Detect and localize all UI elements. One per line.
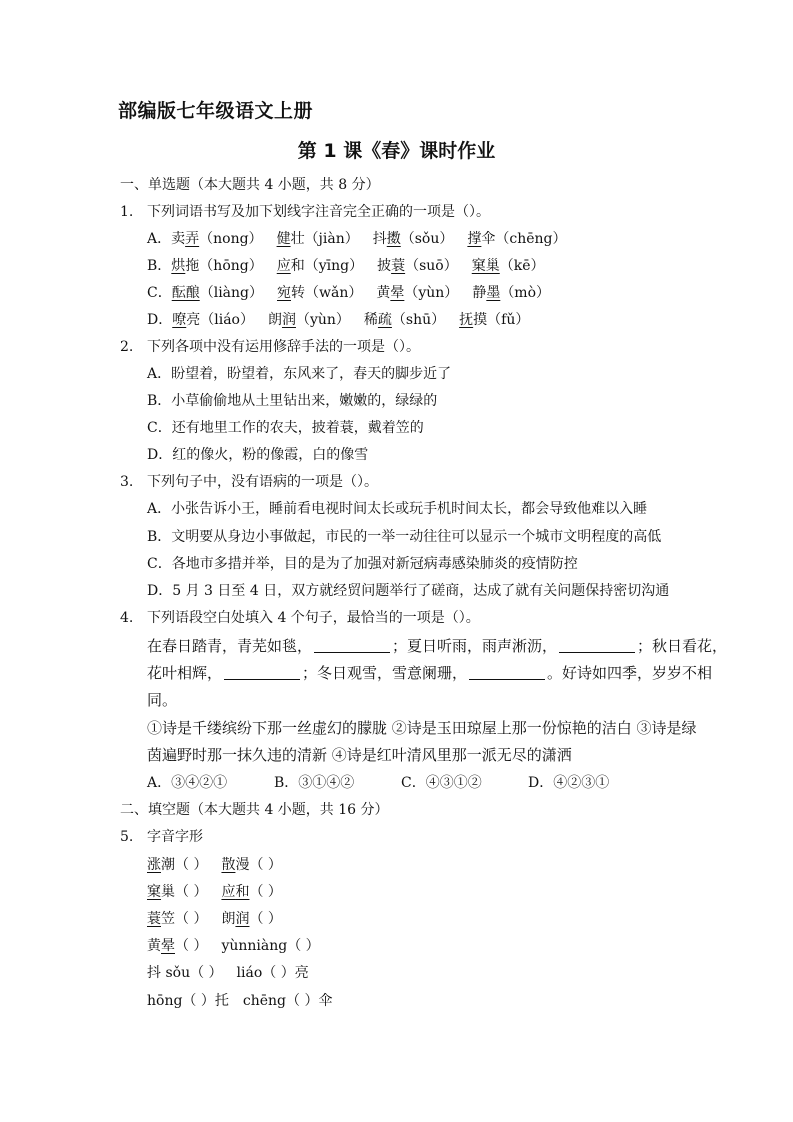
answer-blank (469, 665, 545, 680)
question-stem: 下列各项中没有运用修辞手法的一项是（）。 (147, 339, 420, 355)
answer-blank (559, 638, 635, 653)
question-stem: 字音字形 (147, 829, 203, 845)
passage-line-2: 花叶相辉， ；冬日观雪，雪意阑珊， 。好诗如四季，岁岁不相 (147, 664, 713, 682)
option-d: D．④②③① (528, 775, 610, 791)
option-d: D．红的像火，粉的像霞，白的像雪 (147, 447, 369, 463)
question-number: 2. (120, 339, 134, 355)
fill-row-2: 窠巢（ ） 应和（ ） (147, 884, 282, 900)
option-a: A．卖弄（nong） 健壮（jiàn） 抖擞（sǒu） 撑伞（chēng） (147, 231, 567, 247)
answer-blank (314, 638, 390, 653)
question-number: 5. (120, 829, 134, 845)
question-stem: 下列句子中，没有语病的一项是（）。 (147, 474, 378, 490)
fill-row-6: hōng（ ）托 chēng（ ）伞 (147, 993, 333, 1009)
option-d: D．5 月 3 日至 4 日，双方就经贸问题举行了磋商，达成了就有关问题保持密切沟通 (147, 583, 670, 599)
passage-line-1: 在春日踏青，青芜如毯， ；夏日听雨，雨声淅沥， ；秋日看花， (147, 637, 728, 655)
option-c: C．④③①② (401, 775, 482, 791)
sentence-list-line-1: ①诗是千缕缤纷下那一丝虚幻的朦胧 ②诗是玉田琼屋上那一份惊艳的洁白 ③诗是绿 (147, 719, 697, 737)
option-b: B．文明要从身边小事做起，市民的一举一动往往可以显示一个城市文明程度的高低 (147, 529, 662, 545)
option-c: C．还有地里工作的农夫，披着蓑，戴着笠的 (147, 420, 424, 436)
question-number: 3. (120, 474, 134, 490)
options-row (147, 773, 655, 793)
fill-row-3: 蓑笠（ ） 朗润（ ） (147, 911, 282, 927)
option-d: D．嘹亮（liáo） 朗润（yùn） 稀疏（shū） 抚摸（fǔ） (147, 312, 530, 328)
fill-row-4: 黄晕（ ） yùnniàng（ ） (147, 938, 320, 954)
option-a: A．小张告诉小王，睡前看电视时间太长或玩手机时间太长，都会导致他难以入睡 (147, 501, 648, 517)
fill-row-5: 抖 sǒu（ ） liáo（ ）亮 (147, 965, 309, 981)
book-title: 部编版七年级语文上册 (118, 100, 314, 122)
option-a: A．③④②① (147, 775, 228, 791)
option-a: A．盼望着，盼望着，东风来了，春天的脚步近了 (147, 366, 452, 382)
question-stem: 下列语段空白处填入 4 个句子，最恰当的一项是（）。 (147, 610, 480, 626)
option-c: C．酝酿（liàng） 宛转（wǎn） 黄晕（yùn） 静墨（mò） (147, 285, 551, 301)
section-heading-fill-blank: 二、填空题（本大题共 4 小题，共 16 分） (120, 802, 389, 818)
sentence-list-line-2: 茵遍野时那一抹久违的清新 ④诗是红叶清风里那一派无尽的潇洒 (147, 746, 572, 764)
question-stem: 下列词语书写及加下划线字注音完全正确的一项是（）。 (147, 204, 490, 220)
option-b: B．③①④② (274, 775, 355, 791)
lesson-title: 第 1 课《春》课时作业 (297, 140, 496, 162)
option-b: B．烘拖（hōng） 应和（yīng） 披蓑（suō） 窠巢（kē） (147, 258, 545, 274)
passage-line-3: 同。 (147, 691, 178, 709)
answer-blank (224, 665, 300, 680)
question-number: 4. (120, 610, 134, 626)
option-c: C．各地市多措并举，目的是为了加强对新冠病毒感染肺炎的疫情防控 (147, 556, 578, 572)
question-number: 1. (120, 204, 134, 220)
section-heading-single-choice: 一、单选题（本大题共 4 小题，共 8 分） (120, 177, 380, 193)
option-b: B．小草偷偷地从土里钻出来，嫩嫩的，绿绿的 (147, 393, 438, 409)
fill-row-1: 涨潮（ ） 散漫（ ） (147, 857, 282, 873)
